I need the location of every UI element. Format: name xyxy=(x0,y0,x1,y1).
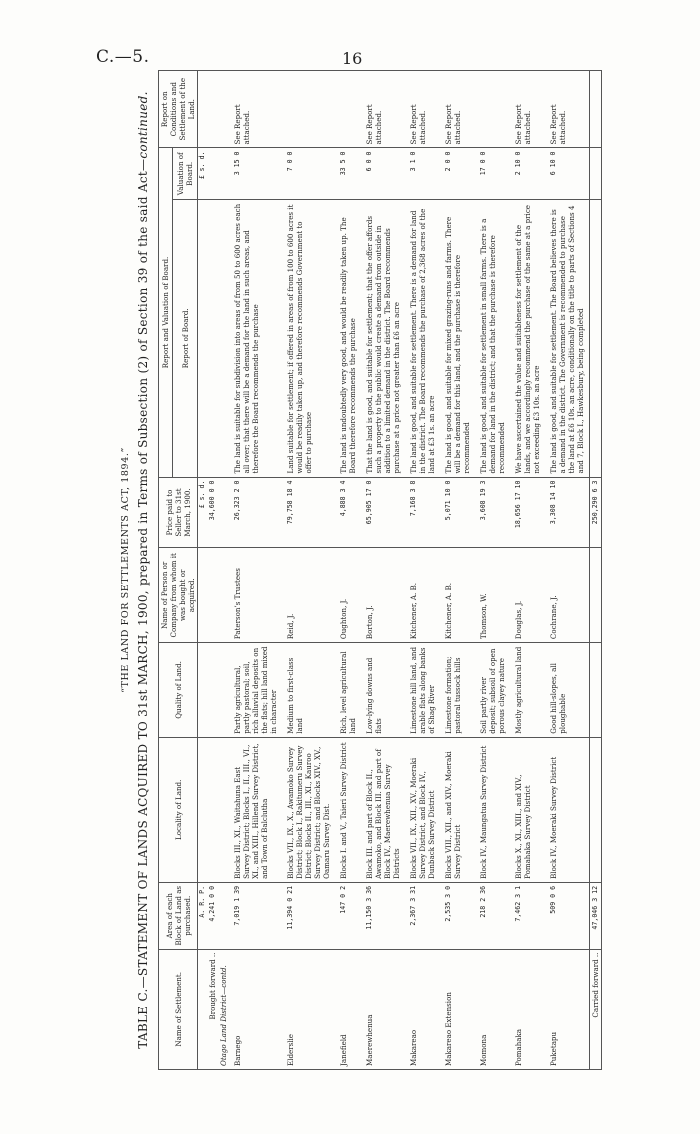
area: 7,019 1 39 xyxy=(229,882,282,949)
district-row xyxy=(218,71,229,1070)
table-row xyxy=(282,71,335,1070)
act-title: “THE LAND FOR SETTLEMENTS ACT, 1894.” xyxy=(120,447,131,693)
quality: Limestone hill land, and arable flats along banks of Shag River xyxy=(405,643,440,738)
brought-forward-row: Brought forward .. 4,241 0 0 34,600 0 0 xyxy=(207,71,218,1070)
board-report: The land is good, and suitable for settlement. The Board believes there is a demand in the district. The Government is recommended to purchase the land at £6 10s. an acre, conditionally on the title to parts of Sections 4 and 7, Block I., Hawkesbury, being completed xyxy=(545,200,590,477)
price-paid: 26,323 2 0 xyxy=(229,477,282,548)
price-paid: 5,071 10 0 xyxy=(440,477,475,548)
board-valuation: 6 0 0 xyxy=(361,148,405,200)
seller: Borton, J. xyxy=(361,548,405,643)
seller: Reid, J. xyxy=(282,548,335,643)
quality: Soil partly river deposit; subsoil of open porous clayey nature xyxy=(475,643,510,738)
quality: Low-lying downs and flats xyxy=(361,643,405,738)
area-units: A. R. P. xyxy=(198,882,208,949)
page-number: 16 xyxy=(342,49,363,68)
board-valuation: 6 10 0 xyxy=(545,148,590,200)
table-title-continued: continued. xyxy=(136,91,150,159)
conditions: See Report attached. xyxy=(229,71,282,148)
price-units: £ s. d. xyxy=(198,477,208,548)
col-header-report-group: Report and Valuation of Board. xyxy=(159,148,173,477)
col-header-quality: Quality of Land. xyxy=(159,643,198,738)
seller: Kitchener, A. B. xyxy=(405,548,440,643)
quality: Mostly agricultural land xyxy=(510,643,545,738)
settlement-name: Momona xyxy=(475,949,510,1069)
area: 509 0 6 xyxy=(545,882,590,949)
locality: Block IV., Moeraki Survey District xyxy=(545,737,590,882)
quality: Medium to first-class land xyxy=(282,643,335,738)
seller: Cochrane, J. xyxy=(545,548,590,643)
table-title xyxy=(136,40,150,1100)
area: 2,535 3 0 xyxy=(440,882,475,949)
seller: Kitchener, A. B. xyxy=(440,548,475,643)
table-body xyxy=(198,71,590,1070)
units-row xyxy=(198,71,208,1070)
report-code: C.—5. xyxy=(96,47,150,67)
locality: Blocks I. and V., Taieri Survey District xyxy=(335,737,361,882)
conditions xyxy=(282,71,335,148)
locality: Blocks VII., IX., XII., XV., Moeraki Survey District, and Block IV., Dunback Survey District xyxy=(405,737,440,882)
brought-forward-price: 34,600 0 0 xyxy=(207,477,218,548)
brought-forward-label: Brought forward xyxy=(208,959,217,1020)
table-row xyxy=(510,71,545,1070)
seller: Oughton, J. xyxy=(335,548,361,643)
area: 218 2 36 xyxy=(475,882,510,949)
board-report: We have ascertained the value and suitableness for settlement of the lands, and we accordingly recommend the purchase of the same at a price not exceeding £3 10s. an acre xyxy=(510,200,545,477)
quality: Good hill-slopes, all ploughable xyxy=(545,643,590,738)
quality: Rich, level agricultural land xyxy=(335,643,361,738)
price-paid: 65,905 17 0 xyxy=(361,477,405,548)
col-header-price: Price paid to Seller to 31st March, 1900. xyxy=(159,477,198,548)
board-report: That the land is good, and suitable for settlement; that the offer affords such a property to the public would create a demand from outside in addition to a limited demand in the district. The Board recommends purchase at a price not greater than £6 an acre xyxy=(361,200,405,477)
settlement-name: Pomahaka xyxy=(510,949,545,1069)
board-report: The land is good, and suitable for mixed grazing-runs and farms. There will be a demand for this land, and the purchase is therefore recommended xyxy=(440,200,475,477)
table-title-main: TABLE C.—STATEMENT OF LANDS ACQUIRED TO 31st MARCH, 1900, prepared in Terms of Subsection (2) of Section 39 of the said Act— xyxy=(136,158,150,1049)
quality: Limestone formation; pastoral tussock hills xyxy=(440,643,475,738)
locality: Block III. and part of Block II., Awamoko, and Block III. and part of Block IV., Maerewhenua Survey Districts xyxy=(361,737,405,882)
board-valuation: 2 10 0 xyxy=(510,148,545,200)
table-row xyxy=(361,71,405,1070)
settlement-name: Elderslie xyxy=(282,949,335,1069)
area: 11,150 3 36 xyxy=(361,882,405,949)
price-paid: 3,608 19 3 xyxy=(475,477,510,548)
conditions: See Report attached. xyxy=(440,71,475,148)
settlement-name: Makareao Extension xyxy=(440,949,475,1069)
price-paid: 7,168 3 8 xyxy=(405,477,440,548)
table-row xyxy=(229,71,282,1070)
col-header-valuation: Valuation of Board. xyxy=(173,148,198,200)
valuation-units: £ s. d. xyxy=(198,148,208,200)
col-header-area: Area of each Block of Land as purchased. xyxy=(159,882,198,949)
table-row xyxy=(440,71,475,1070)
locality: Blocks VIII., XII., and XIV., Moeraki Survey District xyxy=(440,737,475,882)
board-valuation: 7 0 0 xyxy=(282,148,335,200)
price-paid: 79,758 18 4 xyxy=(282,477,335,548)
seller: Douglas, J. xyxy=(510,548,545,643)
settlement-name: Puketapu xyxy=(545,949,590,1069)
locality: Blocks VII., IX., X., Awamoko Survey District; Block I., Rakitumeru Survey District; Blocks II., III., XI., Kauroo Survey District; and Blocks XIV., XV., Oamaru Survey Dist. xyxy=(282,737,335,882)
conditions: See Report attached. xyxy=(510,71,545,148)
col-header-conditions: Report on Conditions and Settlement of the Land. xyxy=(159,71,198,148)
price-paid: 4,888 3 4 xyxy=(335,477,361,548)
board-report: The land is good, and suitable for settlement in small farms. There is a demand for land in the district; and that the purchase is therefore recommended xyxy=(475,200,510,477)
board-report: Land suitable for settlement; if offered in areas of from 100 to 600 acres it would be readily taken up, and therefore recommends Government to offer to purchase xyxy=(282,200,335,477)
col-header-locality: Locality of Land. xyxy=(159,737,198,882)
table-row xyxy=(405,71,440,1070)
board-valuation: 17 0 0 xyxy=(475,148,510,200)
conditions: See Report attached. xyxy=(545,71,590,148)
area: 2,367 3 31 xyxy=(405,882,440,949)
table-row xyxy=(335,71,361,1070)
board-report: The land is suitable for subdivision into areas of from 50 to 600 acres each all over; that there will be a demand for the land in such areas, and therefore the Board recommends the purchase xyxy=(229,200,282,477)
conditions xyxy=(475,71,510,148)
col-header-owner: Name of Person or Company from whom it was bought or acquired. xyxy=(159,548,198,643)
price-paid: 3,308 14 10 xyxy=(545,477,590,548)
locality: Blocks X., XI., XIII., and XIV., Pomahaka Survey District xyxy=(510,737,545,882)
price-paid: 18,656 17 10 xyxy=(510,477,545,548)
seller: Paterson’s Trustees xyxy=(229,548,282,643)
seller: Thomson, W. xyxy=(475,548,510,643)
locality: Blocks III., XI., Waitahuna East Survey District; Blocks I., II., III., VI., XI., and XIII., Hillend Survey District, and Town of Balclutha xyxy=(229,737,282,882)
quality: Partly agricultural, partly pastoral; soil, rich alluvial deposits on the flats; hill land mixed in character xyxy=(229,643,282,738)
table-row xyxy=(475,71,510,1070)
settlement-name: Janefield xyxy=(335,949,361,1069)
conditions: See Report attached. xyxy=(361,71,405,148)
carried-forward-price: 250,290 6 3 xyxy=(590,477,602,548)
board-report: The land is undoubtedly very good, and would be readily taken up. The Board therefore recommends the purchase xyxy=(335,200,361,477)
carried-forward-row: Carried forward .. 47,046 3 12 250,290 6 3 xyxy=(590,71,602,1070)
rotated-table-page xyxy=(40,40,640,1100)
board-valuation: 3 1 0 xyxy=(405,148,440,200)
settlement-name: Makareao xyxy=(405,949,440,1069)
board-valuation: 3 15 0 xyxy=(229,148,282,200)
area: 7,462 3 1 xyxy=(510,882,545,949)
carried-forward-area: 47,046 3 12 xyxy=(590,882,602,949)
brought-forward-area: 4,241 0 0 xyxy=(207,882,218,949)
board-valuation: 2 0 0 xyxy=(440,148,475,200)
district-heading: Otago Land District—contd. xyxy=(218,949,229,1069)
board-report: The land is good, and suitable for settlement. There is a demand for land in the district. The Board recommends the purchase of 2,368 acres of the land at £3 1s. an acre xyxy=(405,200,440,477)
table-row xyxy=(545,71,590,1070)
conditions xyxy=(335,71,361,148)
col-header-name: Name of Settlement. xyxy=(159,949,198,1069)
settlement-name: Maerewhenua xyxy=(361,949,405,1069)
locality: Block IV., Maungatua Survey District xyxy=(475,737,510,882)
conditions: See Report attached. xyxy=(405,71,440,148)
settlement-name: Barnego xyxy=(229,949,282,1069)
col-header-report: Report of Board. xyxy=(173,200,198,477)
lands-acquired-table xyxy=(158,70,602,1070)
board-valuation: 33 5 0 xyxy=(335,148,361,200)
carried-forward-label: Carried forward xyxy=(591,959,600,1018)
area: 147 0 2 xyxy=(335,882,361,949)
area: 11,394 0 21 xyxy=(282,882,335,949)
